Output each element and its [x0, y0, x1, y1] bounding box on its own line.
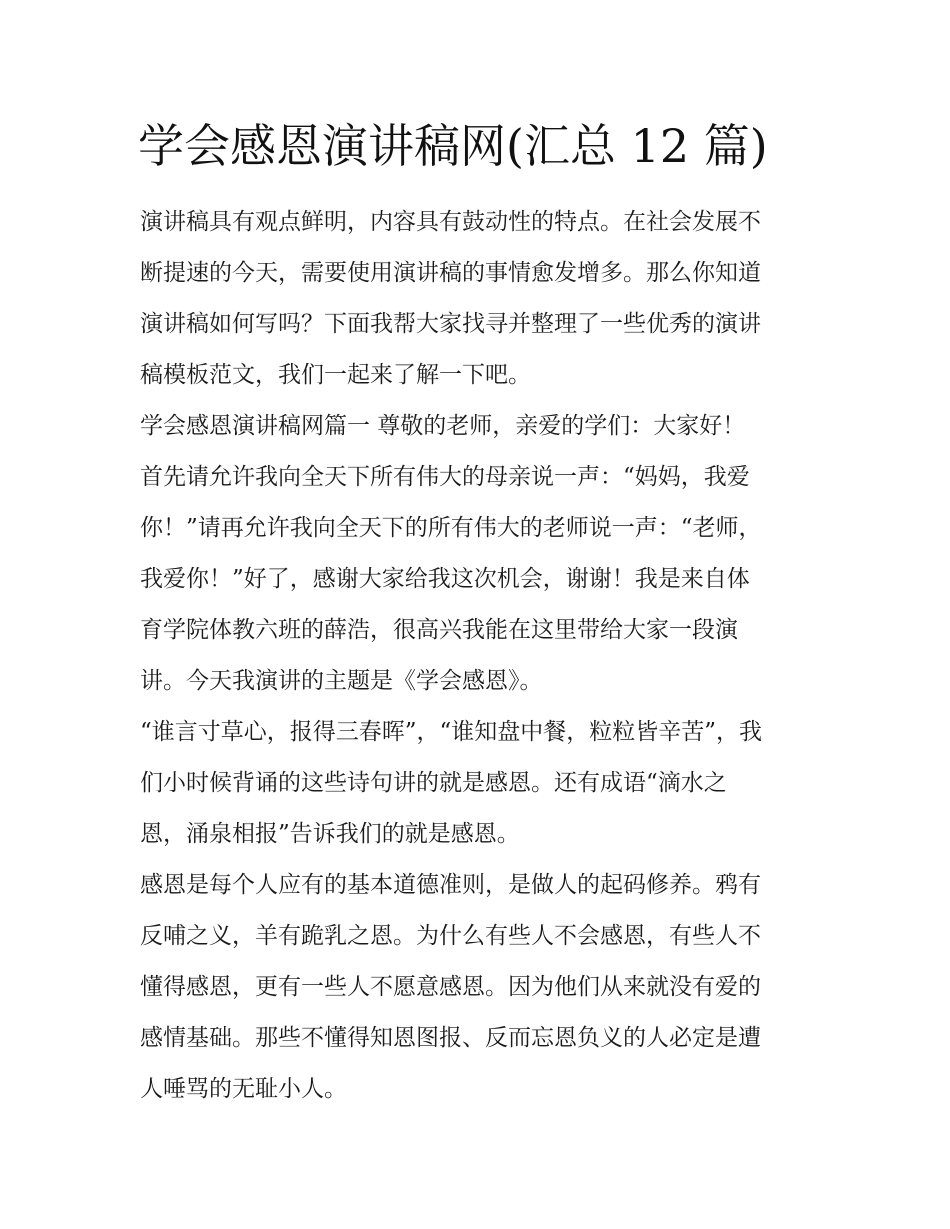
text-line: 育学院体教六班的薛浩，很高兴我能在这里带给大家一段演 [140, 617, 738, 643]
text-line: 演讲稿具有观点鲜明，内容具有鼓动性的特点。在社会发展不 [140, 209, 761, 235]
text-line: 首先请允许我向全天下所有伟大的母亲说一声：“妈妈，我爱 [140, 464, 750, 490]
text-line: 懂得感恩，更有一些人不愿意感恩。因为他们从来就没有爱的 [140, 974, 761, 1000]
document-title: 学会感恩演讲稿网(汇总 12 篇) [138, 119, 768, 173]
document-body [140, 197, 814, 1115]
text-line: 人唾骂的无耻小人。 [140, 1076, 347, 1102]
text-line: 断提速的今天，需要使用演讲稿的事情愈发增多。那么你知道 [140, 260, 761, 286]
text-line: 反哺之义，羊有跪乳之恩。为什么有些人不会感恩，有些人不 [140, 923, 761, 949]
text-line: 讲。今天我演讲的主题是《学会感恩》。 [140, 668, 543, 694]
text-line: 演讲稿如何写吗？下面我帮大家找寻并整理了一些优秀的演讲 [140, 311, 761, 337]
text-line: 感恩是每个人应有的基本道德准则，是做人的起码修养。鸦有 [140, 872, 761, 898]
text-line: 恩，涌泉相报”告诉我们的就是感恩。 [140, 821, 520, 847]
text-line: 稿模板范文，我们一起来了解一下吧。 [140, 362, 531, 388]
text-line: 你！”请再允许我向全天下的所有伟大的老师说一声：“老师， [140, 515, 762, 541]
text-line: 我爱你！”好了，感谢大家给我这次机会，谢谢！我是来自体 [140, 566, 750, 592]
text-line: “谁言寸草心，报得三春晖”，“谁知盘中餐，粒粒皆辛苦”，我 [140, 719, 763, 745]
text-line: 学会感恩演讲稿网篇一 尊敬的老师，亲爱的学们：大家好！ [140, 413, 746, 439]
text-line: 们小时候背诵的这些诗句讲的就是感恩。还有成语“滴水之 [140, 770, 727, 796]
text-line: 感情基础。那些不懂得知恩图报、反而忘恩负义的人必定是遭 [140, 1025, 761, 1051]
